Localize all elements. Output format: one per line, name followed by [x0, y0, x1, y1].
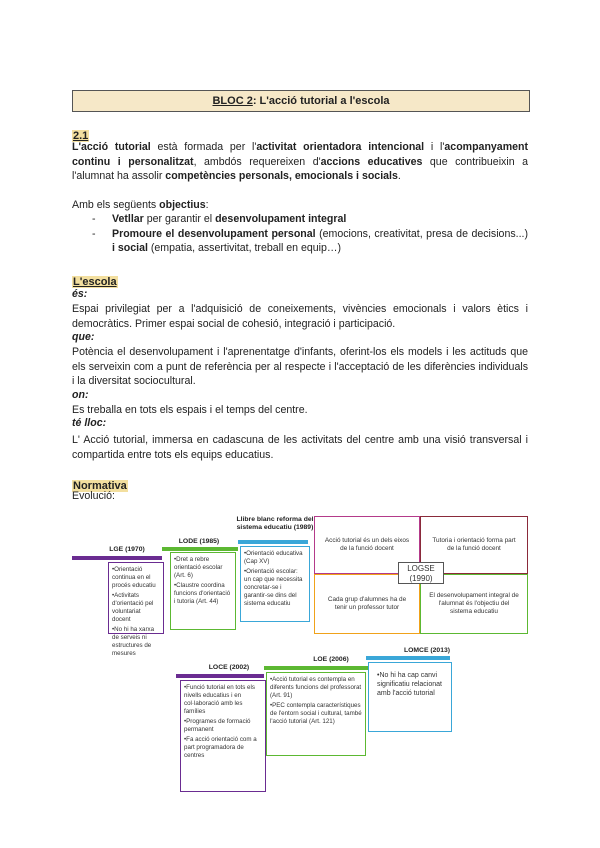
law-item: •No hi ha xarxa de serveis ni estructures de mesures — [112, 626, 155, 657]
law-item: •Dret a rebre orientació escolar (Art. 6) — [174, 556, 223, 579]
bold-text: L'acció tutorial — [72, 141, 151, 153]
text-run: (emocions, creativitat, presa de decisions...) — [315, 227, 528, 240]
on-text: Es treballa en tots els espais i el temps del centre. — [72, 404, 308, 416]
section-2-1-heading: 2.1 — [73, 130, 89, 142]
llibre-blanc-box — [240, 546, 310, 622]
llibre-blanc-label: Llibre blanc reforma del sistema educatiu (1989) — [236, 516, 314, 531]
logse-quadrant-3: Cada grup d'alumnes ha de tenir un professor tutor — [314, 574, 420, 634]
lode-box — [170, 552, 236, 630]
bold-text: acompanyament continu i personalitzat — [72, 141, 529, 168]
law-item: •Orientació educativa (Cap XV) — [244, 550, 303, 565]
lomce-label: LOMCE (2013) — [403, 647, 451, 654]
evolucio-label: Evolució: — [72, 490, 115, 502]
law-item: •Claustre coordina funcions d'orientació i tutoria (Art. 44) — [174, 582, 231, 605]
text-run: està formada per l' — [150, 141, 257, 153]
logse-quadrant-1: Acció tutorial és un dels eixos de la funció docent — [314, 516, 420, 574]
bold-text: activitat orientadora intencional — [256, 141, 425, 153]
text-run: que contribueixin a l'alumnat ha assolir — [72, 155, 528, 183]
text-run: (empatia, assertivitat, treball en equip…) — [147, 242, 342, 255]
lge-label: LGE (1970) — [109, 546, 145, 553]
text-run: . — [397, 170, 401, 183]
section-2-1-paragraph — [72, 140, 528, 184]
law-item: •Programes de formació permanent — [184, 718, 251, 733]
on-label: on: — [72, 389, 89, 401]
lomce-arrow-bar — [366, 656, 450, 660]
loe-arrow-bar — [264, 666, 368, 670]
law-item: •Orientació escolar: un cap que necessita concretar-se i garantir-se dins del sistema educatiu — [244, 568, 303, 607]
lomce-box — [368, 662, 452, 732]
que-label: que: — [72, 331, 95, 343]
bold-text: i social — [112, 242, 148, 255]
bloc-title-text: : L'acció tutorial a l'escola — [252, 95, 390, 107]
lge-arrow-bar — [72, 556, 162, 560]
loce-arrow-bar — [176, 674, 264, 678]
lge-box — [108, 562, 164, 657]
objectives-intro: Amb els següents objectius: — [72, 199, 209, 211]
logse-center-label: LOGSE (1990) — [398, 562, 444, 584]
law-item: •Orientació continua en el procés educatiu — [112, 566, 156, 589]
text-run: , ambdós requereixen d' — [193, 155, 321, 168]
escola-heading: L'escola — [73, 276, 117, 288]
bold-text: accions educatives — [320, 155, 423, 168]
law-item: •Acció tutorial es contempla en diferents funcions del professorat (Art. 91) — [270, 676, 362, 699]
objective-item: - Promoure el desenvolupament personal (emocions, creativitat, presa de decisions...) i social (empatia, assertivitat, treball en equip…) — [92, 227, 528, 255]
bold-text: Vetllar — [112, 213, 144, 225]
law-item: •Funció tutorial en tots els nivells educatius i en col·laboració amb les famílies — [184, 684, 255, 715]
logse-quadrant-4: El desenvolupament integral de l'alumnat és l'objectiu del sistema educatiu — [420, 574, 528, 634]
lode-arrow-bar — [162, 547, 238, 551]
bold-text: competències personals, emocionals i socials — [165, 170, 398, 183]
loe-label: LOE (2006) — [313, 656, 349, 663]
objectives-list — [92, 212, 528, 256]
logse-quadrant-2: Tutoria i orientació forma part de la funció docent — [420, 516, 528, 574]
bold-text: Promoure el desenvolupament personal — [112, 227, 316, 240]
loce-box — [180, 680, 266, 792]
lloc-text: L' Acció tutorial, immersa en cadascuna de les activitats del centre amb una visió transversal i compartida entre tots els equips educatius. — [72, 434, 528, 461]
bloc-number: BLOC 2 — [212, 95, 253, 107]
law-item: •Activitats d'orientació pel voluntariat docent — [112, 592, 154, 623]
loce-label: LOCE (2002) — [208, 664, 250, 671]
lode-label: LODE (1985) — [178, 538, 220, 545]
llibre-blanc-arrow-bar — [238, 540, 308, 544]
bold-text: desenvolupament integral — [215, 213, 347, 225]
loe-box — [266, 672, 366, 756]
es-text: Espai privilegiat per a l'adquisició de coneixements, vivències emocionals i valors ètics i democràtics. Primer espai social de cohesió, integració i participació. — [72, 303, 528, 330]
text-run: per garantir el — [143, 213, 216, 225]
bloc-title — [72, 90, 530, 112]
normativa-heading: Normativa — [73, 480, 127, 492]
text-run: i l' — [424, 141, 445, 153]
lloc-label: té lloc: — [72, 417, 107, 429]
que-text: Potència el desenvolupament i l'aprenentatge d'infants, oferint-los els models i les actituds que els serveixin com a punt de referència per al respecte i l'acceptació de les diferències individuals i la diversitat sociocultural. — [72, 346, 528, 388]
law-item: •PEC contempla característiques de l'entorn social i cultural, també l'acció tutorial (Art. 121) — [270, 702, 362, 725]
law-item: •Fa acció orientació com a part programadora de centres — [184, 736, 257, 759]
es-label: és: — [72, 288, 88, 300]
law-item: •No hi ha cap canvi significatiu relacionat amb l'acció tutorial — [377, 672, 442, 697]
objective-item: - Vetllar per garantir el desenvolupament integral — [92, 213, 347, 225]
